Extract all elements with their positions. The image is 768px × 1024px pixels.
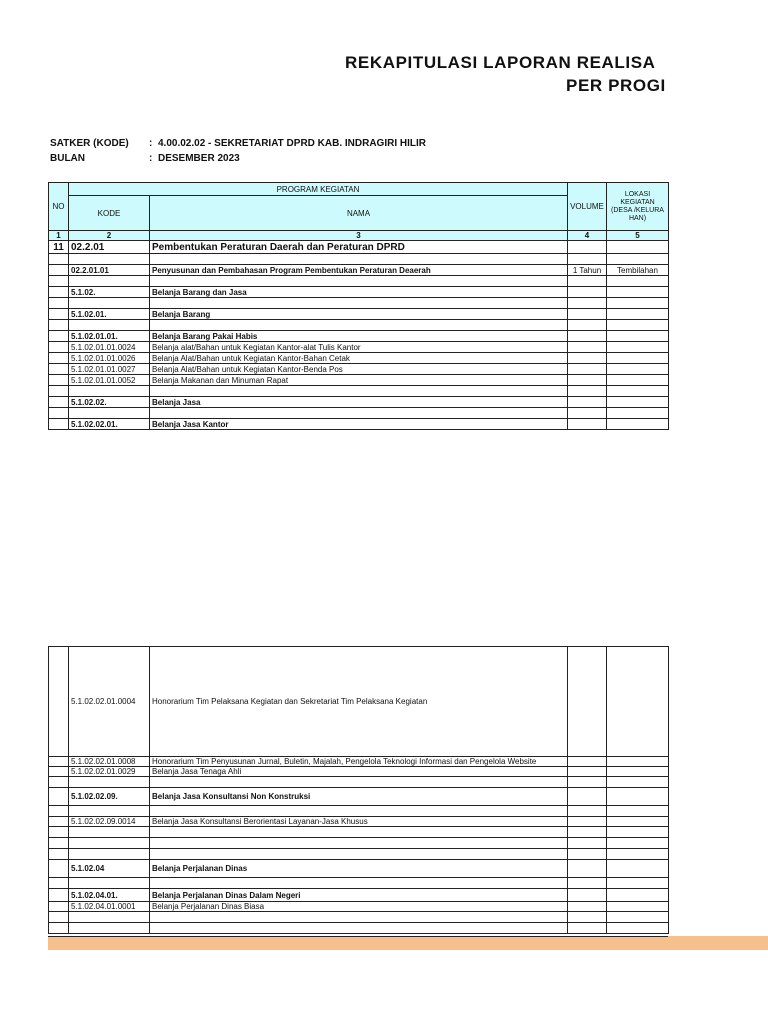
satker-colon: : — [149, 138, 153, 149]
row-nama: Honorarium Tim Penyusunan Jurnal, Buletin, Majalah, Pengelola Teknologi Informasi dan Pengelola Website — [150, 757, 568, 767]
column-number-row — [49, 231, 669, 241]
row-nama: Belanja Perjalanan Dinas — [150, 860, 568, 878]
row-kode: 5.1.02.01.01.0024 — [69, 342, 150, 353]
row-kode: 5.1.02.01.01.0027 — [69, 364, 150, 375]
row-volume — [568, 320, 607, 331]
row-lokasi — [607, 860, 669, 878]
row-nama — [150, 838, 568, 849]
table-row — [49, 419, 669, 430]
row-nama: Belanja Jasa Tenaga Ahli — [150, 767, 568, 777]
row-nama — [150, 912, 568, 923]
row-lokasi — [607, 838, 669, 849]
row-no — [49, 838, 69, 849]
row-nama — [150, 386, 568, 397]
row-no — [49, 878, 69, 889]
row-kode: 5.1.02.04.01.0001 — [69, 902, 150, 912]
row-nama — [150, 878, 568, 889]
row-lokasi — [607, 331, 669, 342]
table-row — [49, 767, 669, 777]
row-kode: 5.1.02.01.01.0052 — [69, 375, 150, 386]
row-kode — [69, 386, 150, 397]
row-volume — [568, 276, 607, 287]
row-lokasi — [607, 386, 669, 397]
row-volume — [568, 241, 607, 254]
row-nama: Belanja Jasa Kantor — [150, 419, 568, 430]
row-kode: 5.1.02.02.01.0008 — [69, 757, 150, 767]
header-kode: KODE — [69, 196, 150, 231]
row-kode — [69, 849, 150, 860]
row-no — [49, 265, 69, 276]
table-row — [49, 276, 669, 287]
table-row — [49, 342, 669, 353]
row-no — [49, 889, 69, 902]
row-no — [49, 320, 69, 331]
realization-table — [48, 182, 669, 430]
header-lokasi: LOKASI KEGIATAN (DESA /KELURA HAN) — [607, 183, 669, 231]
row-kode — [69, 923, 150, 934]
table-row — [49, 265, 669, 276]
row-kode — [69, 878, 150, 889]
row-kode — [69, 838, 150, 849]
row-volume: 1 Tahun — [568, 265, 607, 276]
row-lokasi — [607, 254, 669, 265]
row-lokasi — [607, 320, 669, 331]
table-body-page1 — [49, 241, 669, 430]
table-row — [49, 878, 669, 889]
row-lokasi — [607, 353, 669, 364]
row-nama: Belanja alat/Bahan untuk Kegiatan Kantor-alat Tulis Kantor — [150, 342, 568, 353]
row-no — [49, 331, 69, 342]
row-kode — [69, 298, 150, 309]
row-kode: 5.1.02.02. — [69, 397, 150, 408]
row-lokasi — [607, 647, 669, 757]
row-no — [49, 849, 69, 860]
row-lokasi — [607, 757, 669, 767]
row-kode: 5.1.02.02.09. — [69, 788, 150, 806]
row-no — [49, 788, 69, 806]
row-no — [49, 817, 69, 827]
row-kode: 5.1.02.02.01. — [69, 419, 150, 430]
column-number: 1 — [49, 231, 69, 241]
row-volume — [568, 397, 607, 408]
row-kode — [69, 320, 150, 331]
table-row — [49, 806, 669, 817]
table-row — [49, 331, 669, 342]
table-row — [49, 849, 669, 860]
row-nama: Belanja Alat/Bahan untuk Kegiatan Kantor-Benda Pos — [150, 364, 568, 375]
bulan-value: DESEMBER 2023 — [158, 153, 240, 164]
row-no — [49, 386, 69, 397]
row-nama — [150, 408, 568, 419]
table-row — [49, 757, 669, 767]
table-row — [49, 364, 669, 375]
row-lokasi — [607, 902, 669, 912]
row-kode: 5.1.02.02.01.0004 — [69, 647, 150, 757]
row-nama — [150, 777, 568, 788]
row-nama: Honorarium Tim Pelaksana Kegiatan dan Sekretariat Tim Pelaksana Kegiatan — [150, 647, 568, 757]
row-nama: Belanja Barang dan Jasa — [150, 287, 568, 298]
row-kode — [69, 254, 150, 265]
row-kode — [69, 408, 150, 419]
row-nama: Belanja Perjalanan Dinas Dalam Negeri — [150, 889, 568, 902]
header-volume: VOLUME — [568, 183, 607, 231]
row-lokasi — [607, 849, 669, 860]
row-volume — [568, 298, 607, 309]
bulan-label: BULAN — [50, 153, 85, 164]
row-no — [49, 309, 69, 320]
row-no — [49, 353, 69, 364]
satker-value: 4.00.02.02 - SEKRETARIAT DPRD KAB. INDRAGIRI HILIR — [158, 138, 427, 149]
table-body-page2 — [49, 647, 669, 934]
row-nama — [150, 827, 568, 838]
row-no — [49, 287, 69, 298]
row-no — [49, 777, 69, 788]
row-nama: Belanja Barang — [150, 309, 568, 320]
table-row — [49, 397, 669, 408]
row-lokasi — [607, 788, 669, 806]
row-volume — [568, 386, 607, 397]
row-nama — [150, 806, 568, 817]
row-volume — [568, 777, 607, 788]
row-no — [49, 298, 69, 309]
bulan-colon: : — [149, 153, 153, 164]
header-no: NO — [49, 183, 69, 231]
row-no — [49, 419, 69, 430]
table-row — [49, 309, 669, 320]
row-no — [49, 397, 69, 408]
row-volume — [568, 375, 607, 386]
header-program-kegiatan: PROGRAM KEGIATAN — [69, 183, 568, 196]
table-row — [49, 827, 669, 838]
row-volume — [568, 419, 607, 430]
row-lokasi — [607, 912, 669, 923]
row-volume — [568, 342, 607, 353]
row-volume — [568, 309, 607, 320]
row-volume — [568, 849, 607, 860]
table-row — [49, 320, 669, 331]
column-number: 5 — [607, 231, 669, 241]
report-title: REKAPITULASI LAPORAN REALISA — [345, 53, 656, 72]
row-nama — [150, 923, 568, 934]
row-nama: Belanja Jasa Konsultansi Non Konstruksi — [150, 788, 568, 806]
row-volume — [568, 331, 607, 342]
row-no — [49, 912, 69, 923]
table-row — [49, 889, 669, 902]
table-row — [49, 788, 669, 806]
row-kode: 02.2.01 — [69, 241, 150, 254]
row-nama — [150, 320, 568, 331]
row-no — [49, 860, 69, 878]
table-row — [49, 287, 669, 298]
table-row — [49, 860, 669, 878]
row-no — [49, 408, 69, 419]
table-header-row — [49, 183, 669, 196]
row-no — [49, 757, 69, 767]
row-kode — [69, 827, 150, 838]
row-volume — [568, 902, 607, 912]
table-row — [49, 817, 669, 827]
row-no — [49, 923, 69, 934]
row-volume — [568, 838, 607, 849]
row-lokasi — [607, 889, 669, 902]
row-nama — [150, 298, 568, 309]
row-lokasi — [607, 241, 669, 254]
row-lokasi: Tembilahan — [607, 265, 669, 276]
row-lokasi — [607, 375, 669, 386]
row-no — [49, 806, 69, 817]
row-volume — [568, 788, 607, 806]
row-lokasi — [607, 827, 669, 838]
row-kode — [69, 806, 150, 817]
header-nama: NAMA — [150, 196, 568, 231]
row-kode: 5.1.02.02.09.0014 — [69, 817, 150, 827]
row-kode: 5.1.02.01.01.0026 — [69, 353, 150, 364]
row-no — [49, 375, 69, 386]
row-nama: Belanja Perjalanan Dinas Biasa — [150, 902, 568, 912]
table-row — [49, 777, 669, 788]
row-lokasi — [607, 806, 669, 817]
row-no — [49, 276, 69, 287]
satker-label: SATKER (KODE) — [50, 138, 129, 149]
row-nama: Belanja Makanan dan Minuman Rapat — [150, 375, 568, 386]
row-nama: Belanja Jasa — [150, 397, 568, 408]
row-lokasi — [607, 408, 669, 419]
row-nama — [150, 849, 568, 860]
column-number: 4 — [568, 231, 607, 241]
row-nama — [150, 254, 568, 265]
footer-divider — [48, 936, 668, 937]
row-kode: 5.1.02.04.01. — [69, 889, 150, 902]
row-volume — [568, 806, 607, 817]
row-no — [49, 902, 69, 912]
row-lokasi — [607, 276, 669, 287]
row-volume — [568, 817, 607, 827]
row-lokasi — [607, 309, 669, 320]
table-row — [49, 375, 669, 386]
row-kode: 5.1.02.04 — [69, 860, 150, 878]
row-nama: Penyusunan dan Pembahasan Program Pembentukan Peraturan Deaerah — [150, 265, 568, 276]
row-kode: 02.2.01.01 — [69, 265, 150, 276]
row-volume — [568, 878, 607, 889]
table-row — [49, 902, 669, 912]
row-no — [49, 364, 69, 375]
row-volume — [568, 889, 607, 902]
row-lokasi — [607, 923, 669, 934]
row-volume — [568, 364, 607, 375]
table-row — [49, 254, 669, 265]
table-row — [49, 408, 669, 419]
row-kode — [69, 276, 150, 287]
row-kode: 5.1.02. — [69, 287, 150, 298]
row-no — [49, 254, 69, 265]
row-no — [49, 647, 69, 757]
row-volume — [568, 757, 607, 767]
row-volume — [568, 408, 607, 419]
row-volume — [568, 254, 607, 265]
row-volume — [568, 287, 607, 298]
row-volume — [568, 912, 607, 923]
row-no: 11 — [49, 241, 69, 254]
row-volume — [568, 923, 607, 934]
row-volume — [568, 860, 607, 878]
row-lokasi — [607, 298, 669, 309]
title-area — [0, 0, 668, 120]
table-row — [49, 923, 669, 934]
row-lokasi — [607, 287, 669, 298]
row-no — [49, 827, 69, 838]
table-row — [49, 386, 669, 397]
realization-table-continued — [48, 646, 669, 934]
row-kode — [69, 912, 150, 923]
row-lokasi — [607, 419, 669, 430]
table-row — [49, 298, 669, 309]
row-nama: Belanja Jasa Konsultansi Berorientasi Layanan-Jasa Khusus — [150, 817, 568, 827]
row-kode — [69, 777, 150, 788]
table-row — [49, 912, 669, 923]
row-volume — [568, 647, 607, 757]
column-number: 2 — [69, 231, 150, 241]
footer-band — [48, 936, 768, 950]
row-lokasi — [607, 342, 669, 353]
row-no — [49, 767, 69, 777]
row-kode: 5.1.02.01.01. — [69, 331, 150, 342]
column-number: 3 — [150, 231, 568, 241]
row-kode: 5.1.02.01. — [69, 309, 150, 320]
row-nama: Belanja Alat/Bahan untuk Kegiatan Kantor-Bahan Cetak — [150, 353, 568, 364]
report-subtitle: PER PROGI — [566, 76, 666, 95]
row-nama: Pembentukan Peraturan Daerah dan Peraturan DPRD — [150, 241, 568, 254]
row-volume — [568, 827, 607, 838]
row-nama — [150, 276, 568, 287]
row-lokasi — [607, 817, 669, 827]
table-row — [49, 241, 669, 254]
table-row — [49, 353, 669, 364]
table-row — [49, 647, 669, 757]
row-lokasi — [607, 767, 669, 777]
row-volume — [568, 353, 607, 364]
row-volume — [568, 767, 607, 777]
table-row — [49, 838, 669, 849]
row-lokasi — [607, 397, 669, 408]
row-lokasi — [607, 777, 669, 788]
row-no — [49, 342, 69, 353]
row-lokasi — [607, 364, 669, 375]
row-kode: 5.1.02.02.01.0029 — [69, 767, 150, 777]
row-lokasi — [607, 878, 669, 889]
row-nama: Belanja Barang Pakai Habis — [150, 331, 568, 342]
